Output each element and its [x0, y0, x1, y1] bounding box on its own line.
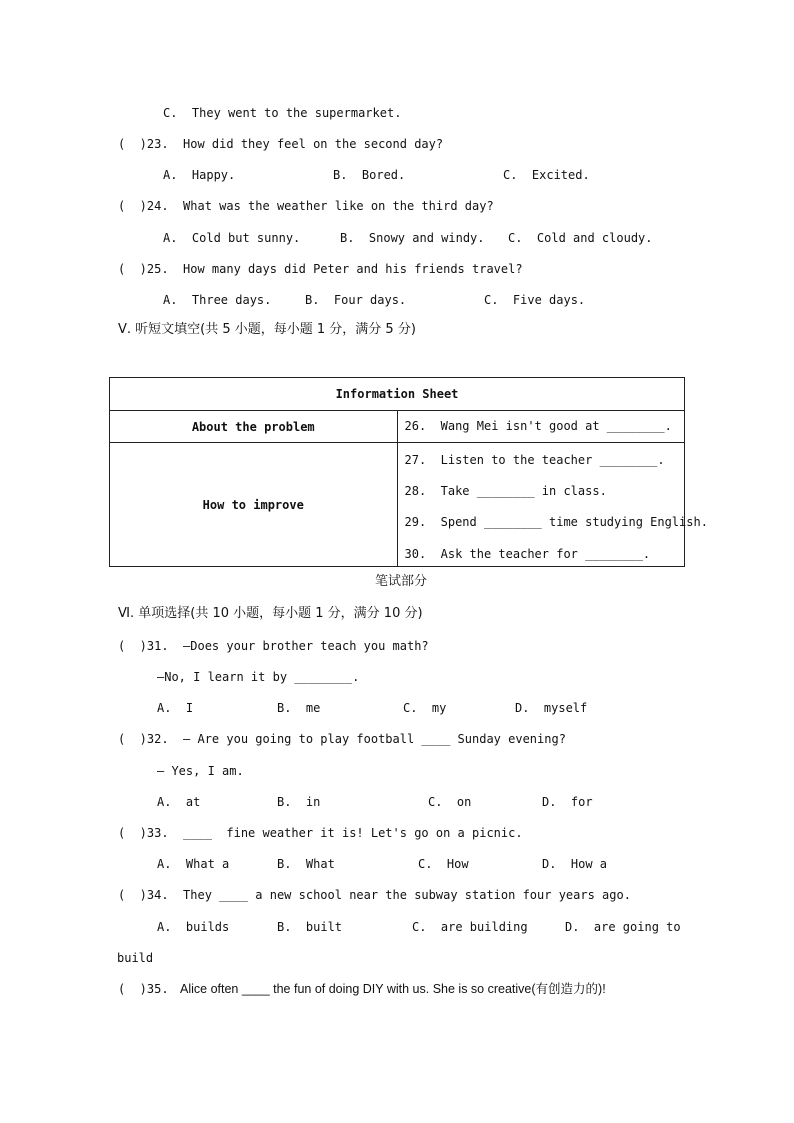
- how-to-improve-cell: [397, 443, 708, 567]
- q31-option-c: C. my: [403, 701, 447, 715]
- item-30: 30. Ask the teacher for ________.: [404, 547, 651, 561]
- item-27: 27. Listen to the teacher ________.: [404, 453, 665, 467]
- q23-option-a: A. Happy.: [163, 168, 236, 182]
- item-29: 29. Spend ________ time studying English.: [404, 515, 708, 529]
- q25-option-a: A. Three days.: [163, 293, 272, 307]
- how-to-improve-label: How to improve: [110, 443, 398, 567]
- q31-stem: ( )31. —Does your brother teach you math?: [118, 639, 429, 653]
- q32-option-c: C. on: [428, 795, 472, 809]
- written-part-heading: 笔试部分: [375, 574, 428, 589]
- q24-option-b: B. Snowy and windy.: [340, 231, 485, 245]
- q33-stem: ( )33. ____ fine weather it is! Let's go on a picnic.: [118, 826, 523, 840]
- q34-option-d-wrap: build: [117, 951, 154, 965]
- about-problem-cell: [397, 411, 685, 443]
- q32-answer-line: — Yes, I am.: [157, 764, 244, 778]
- q33-option-a: A. What a: [157, 857, 230, 871]
- q31-answer-line: —No, I learn it by ________.: [157, 670, 360, 684]
- q34-option-c: C. are building: [412, 920, 528, 934]
- information-sheet-table: [109, 377, 708, 567]
- section-5-heading: Ⅴ. 听短文填空(共 5 小题，每小题 1 分，满分 5 分): [118, 322, 416, 337]
- q34-option-d: D. are going to: [565, 920, 681, 934]
- q25-option-b: B. Four days.: [305, 293, 407, 307]
- section-6-heading: Ⅵ. 单项选择(共 10 小题，每小题 1 分，满分 10 分): [118, 606, 423, 621]
- q32-stem: ( )32. — Are you going to play football ____ Sunday evening?: [118, 732, 566, 746]
- q34-stem: ( )34. They ____ a new school near the subway station four years ago.: [118, 888, 631, 902]
- q24-stem: ( )24. What was the weather like on the third day?: [118, 199, 494, 213]
- q34-option-a: A. builds: [157, 920, 230, 934]
- q35-stem: Alice often ____ the fun of doing DIY with us. She is so creative(有创造力的)!: [180, 982, 606, 996]
- q24-option-c: C. Cold and cloudy.: [508, 231, 653, 245]
- q24-option-a: A. Cold but sunny.: [163, 231, 301, 245]
- q33-option-c: C. How: [418, 857, 469, 871]
- item-26: 26. Wang Mei isn't good at ________.: [404, 419, 672, 433]
- q23-stem: ( )23. How did they feel on the second day?: [118, 137, 444, 151]
- q23-option-b: B. Bored.: [333, 168, 406, 182]
- q32-option-a: A. at: [157, 795, 201, 809]
- q31-option-a: A. I: [157, 701, 194, 715]
- q31-option-b: B. me: [277, 701, 321, 715]
- q31-option-d: D. myself: [515, 701, 588, 715]
- about-problem-label: About the problem: [110, 411, 398, 443]
- q34-option-b: B. built: [277, 920, 343, 934]
- item-28: 28. Take ________ in class.: [404, 484, 607, 498]
- q32-option-b: B. in: [277, 795, 321, 809]
- q25-stem: ( )25. How many days did Peter and his friends travel?: [118, 262, 523, 276]
- q23-option-c: C. Excited.: [503, 168, 590, 182]
- q25-option-c: C. Five days.: [484, 293, 586, 307]
- q35-number: ( )35.: [118, 982, 169, 996]
- q33-option-b: B. What: [277, 857, 335, 871]
- information-sheet-title: Information Sheet: [110, 378, 685, 411]
- q33-option-d: D. How a: [542, 857, 608, 871]
- q32-option-d: D. for: [542, 795, 593, 809]
- q22-option-c: C. They went to the supermarket.: [163, 106, 402, 120]
